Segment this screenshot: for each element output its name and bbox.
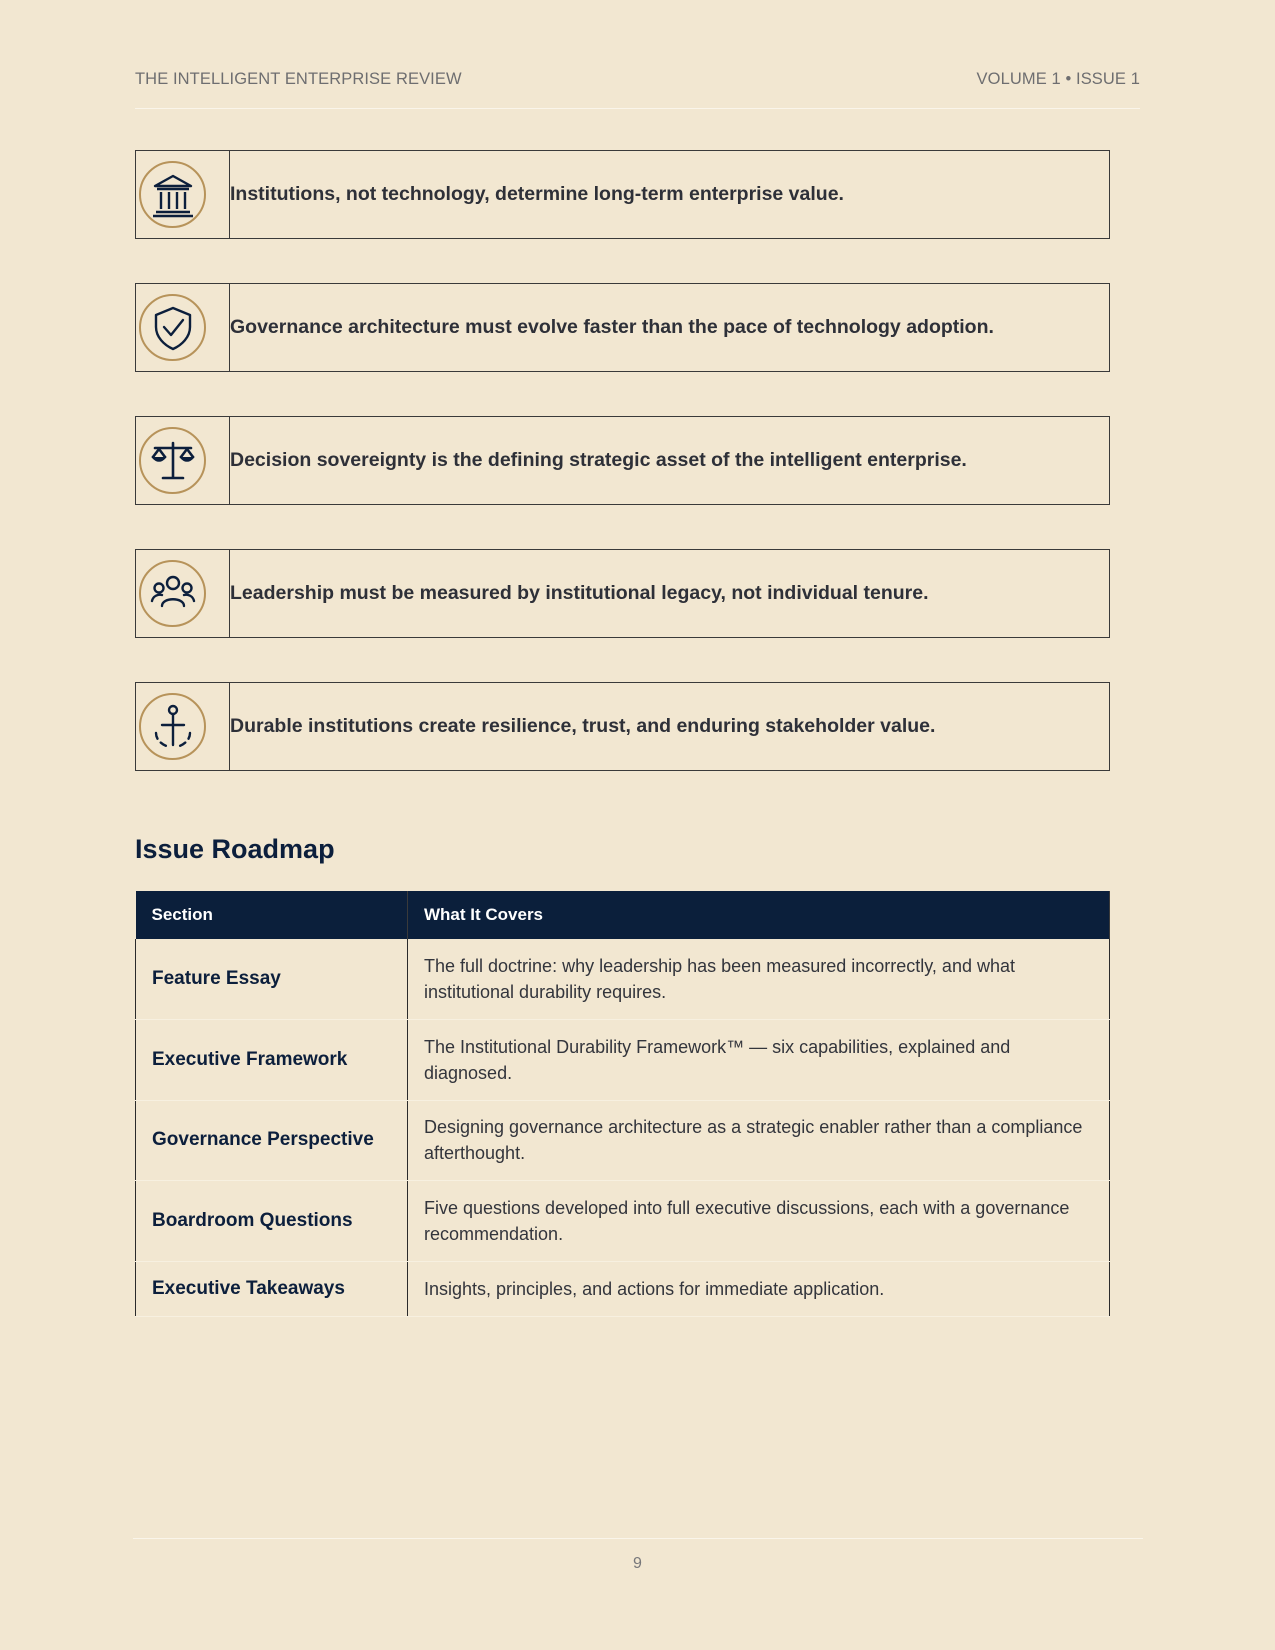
page-header [135,70,1140,109]
section-cell: Executive Framework [136,1019,408,1100]
covers-cell: Insights, principles, and actions for immediate application. [408,1261,1110,1316]
column-header-section: Section [136,891,408,939]
footer-rule [133,1538,1143,1539]
shield-check-icon [151,305,195,351]
publication-title: THE INTELLIGENT ENTERPRISE REVIEW [135,70,462,88]
table-row [136,1100,1110,1180]
section-cell: Feature Essay [136,939,408,1019]
section-cell: Boardroom Questions [136,1180,408,1261]
anchor-icon [150,703,196,751]
table-row [136,1180,1110,1261]
covers-cell: Designing governance architecture as a strategic enabler rather than a compliance afterthought. [408,1100,1110,1180]
principle-row [135,416,1110,505]
scales-icon [149,437,197,485]
principle-text: Leadership must be measured by institutional legacy, not individual tenure. [230,582,929,604]
table-row [136,939,1110,1019]
covers-cell: Five questions developed into full executive discussions, each with a governance recommendation. [408,1180,1110,1261]
covers-cell: The Institutional Durability Framework™ — six capabilities, explained and diagnosed. [408,1019,1110,1100]
principle-text: Decision sovereignty is the defining strategic asset of the intelligent enterprise. [230,449,967,471]
people-icon [149,570,197,618]
principle-row [135,150,1110,239]
table-row [136,1019,1110,1100]
column-header-covers: What It Covers [408,891,1110,939]
principle-text: Governance architecture must evolve faster than the pace of technology adoption. [230,316,994,338]
roadmap-title: Issue Roadmap [135,834,335,864]
principle-text: Durable institutions create resilience, trust, and enduring stakeholder value. [230,715,936,737]
principle-row [135,283,1110,372]
page-number: 9 [633,1555,642,1572]
institution-icon [149,171,197,219]
table-header-row [136,891,1110,939]
principle-row [135,682,1110,771]
covers-cell: The full doctrine: why leadership has been measured incorrectly, and what institutional durability requires. [408,939,1110,1019]
principle-row [135,549,1110,638]
principles-list [135,150,1110,815]
section-cell: Governance Perspective [136,1100,408,1180]
issue-label: VOLUME 1 • ISSUE 1 [976,70,1140,88]
principle-text: Institutions, not technology, determine long-term enterprise value. [230,183,844,205]
table-row [136,1261,1110,1316]
section-cell: Executive Takeaways [136,1261,408,1316]
roadmap-table [135,891,1110,1317]
